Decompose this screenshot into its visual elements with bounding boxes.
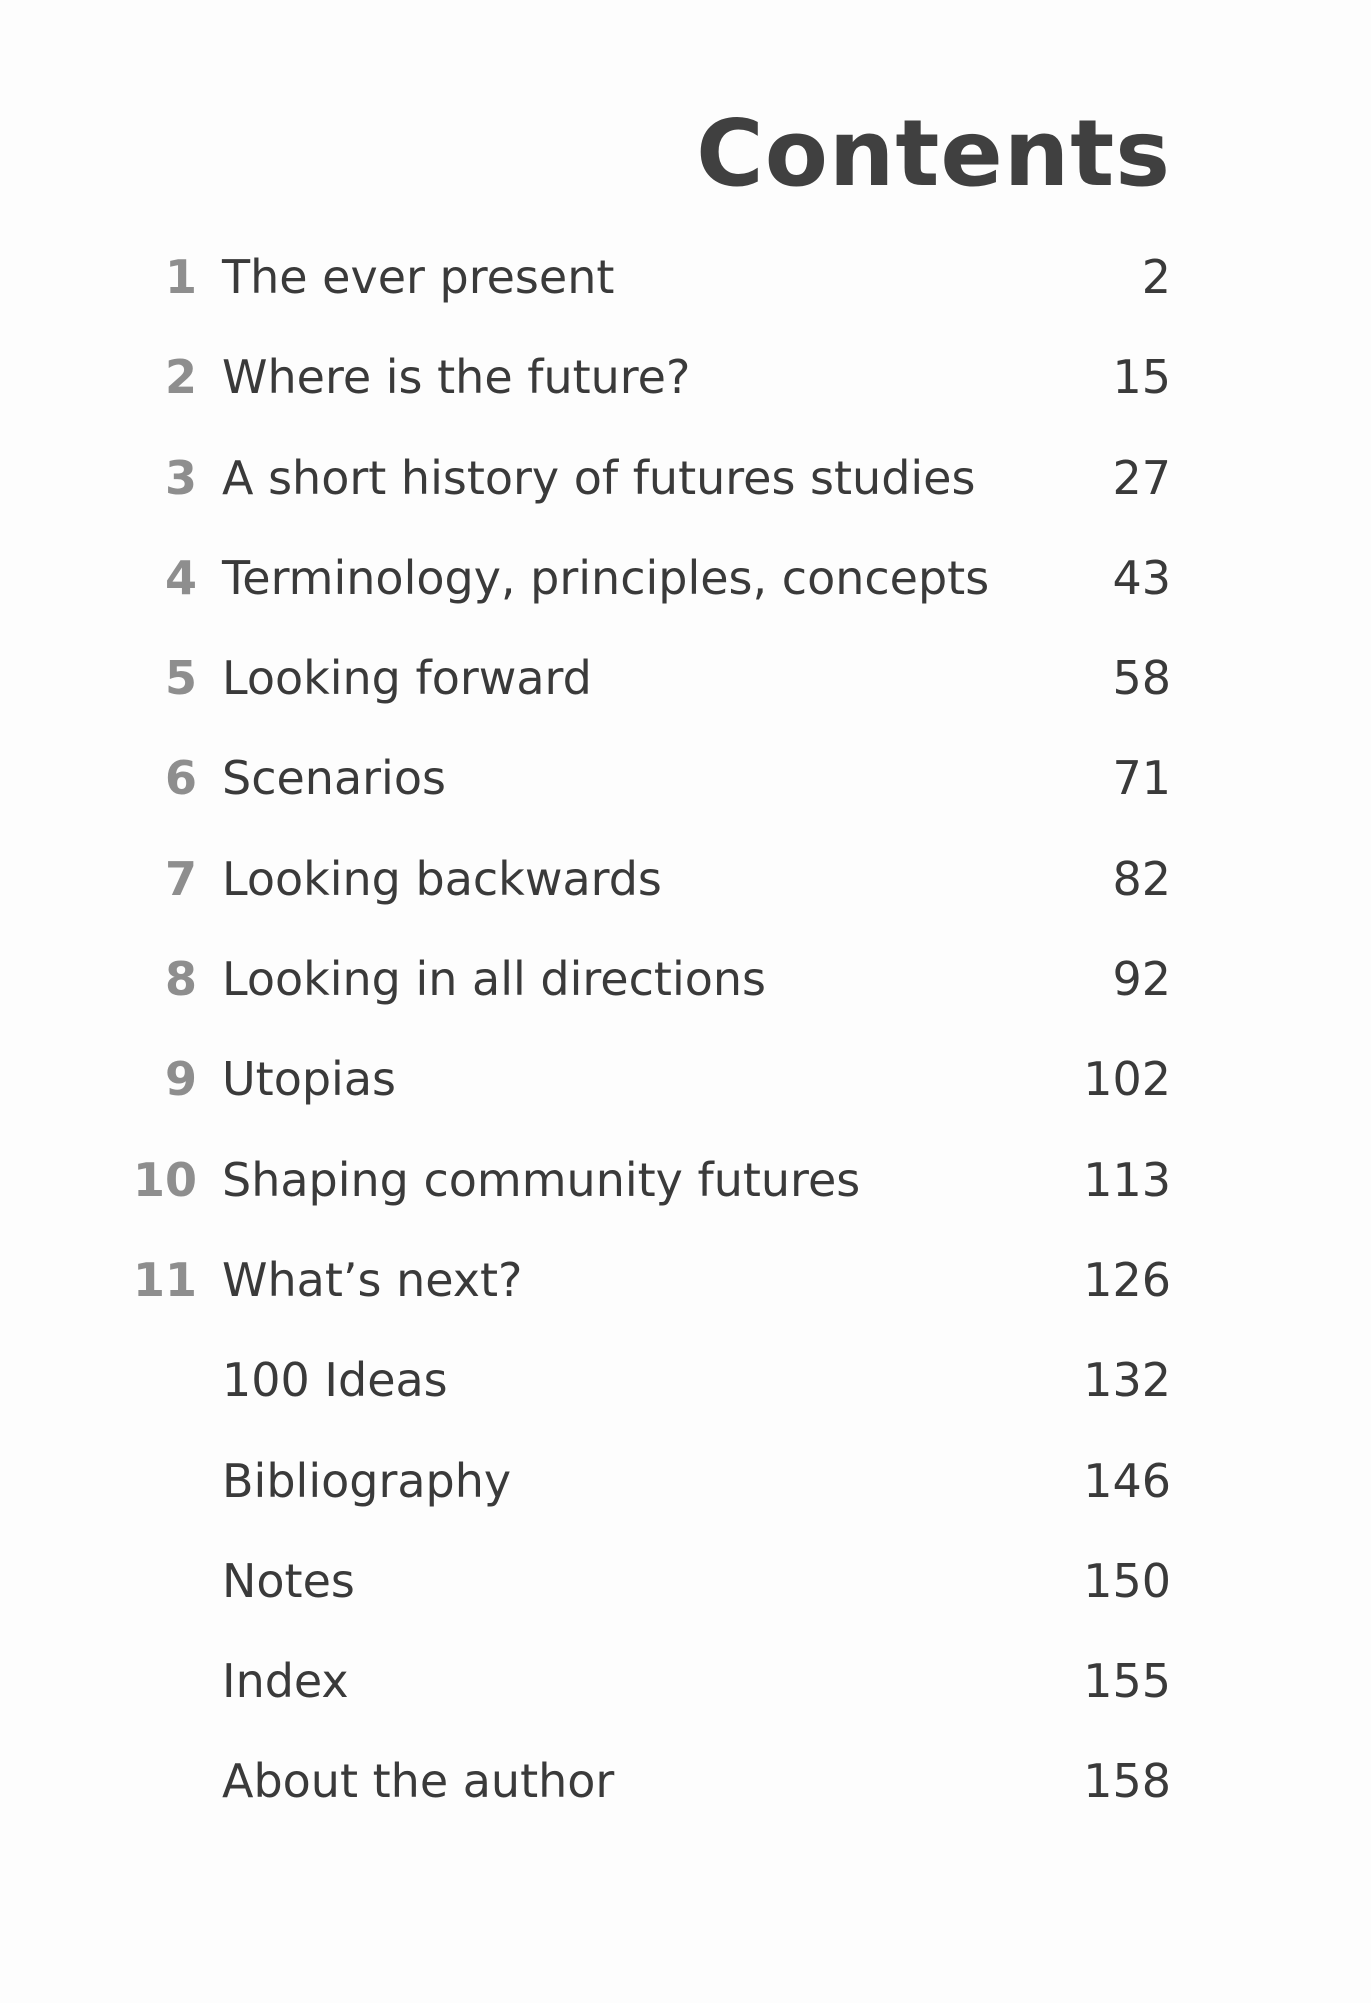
section-title: About the author <box>222 1754 615 1809</box>
chapter-number: 9 <box>164 1052 197 1107</box>
toc-entry-11[interactable] <box>0 1252 1371 1355</box>
chapter-title: The ever present <box>222 250 615 304</box>
page-number: 113 <box>1083 1152 1171 1207</box>
page-number: 2 <box>1141 250 1171 304</box>
chapter-title: Scenarios <box>222 751 446 806</box>
toc-entry-10[interactable] <box>0 1152 1371 1255</box>
toc-entry-7[interactable] <box>0 851 1371 954</box>
page-number: 158 <box>1083 1754 1171 1809</box>
toc-entry-8[interactable] <box>0 954 1371 1054</box>
page-number: 92 <box>1112 952 1171 1007</box>
chapter-number: 6 <box>164 751 197 806</box>
chapter-number: 2 <box>164 350 197 405</box>
chapter-title: Looking in all directions <box>222 952 766 1007</box>
page-number: 58 <box>1112 651 1171 706</box>
chapter-title: Terminology, principles, concepts <box>222 550 990 605</box>
toc-entry-2[interactable] <box>0 352 1371 452</box>
page-number: 27 <box>1112 450 1171 505</box>
table-of-contents <box>0 252 1371 1857</box>
chapter-title: Looking forward <box>222 651 592 706</box>
chapter-title: Utopias <box>222 1052 396 1107</box>
section-title: Notes <box>222 1553 355 1608</box>
toc-entry-4[interactable] <box>0 550 1371 653</box>
toc-entry-9[interactable] <box>0 1054 1371 1154</box>
toc-entry-1[interactable] <box>0 252 1371 352</box>
toc-entry-5[interactable] <box>0 653 1371 753</box>
chapter-number: 1 <box>164 250 197 304</box>
page-number: 71 <box>1112 751 1171 806</box>
toc-entry-index[interactable] <box>0 1656 1371 1756</box>
page-number: 146 <box>1083 1453 1171 1508</box>
page-number: 155 <box>1083 1654 1171 1709</box>
page-number: 15 <box>1112 350 1171 405</box>
chapter-title: Shaping community futures <box>222 1152 861 1207</box>
toc-entry-6[interactable] <box>0 753 1371 853</box>
chapter-number: 5 <box>164 651 197 706</box>
toc-entry-bibliography[interactable] <box>0 1453 1371 1556</box>
toc-entry-3[interactable] <box>0 450 1371 553</box>
toc-entry-about-the-author[interactable] <box>0 1756 1371 1856</box>
chapter-number: 7 <box>164 851 197 906</box>
page-number: 132 <box>1083 1353 1171 1408</box>
toc-entry-100-ideas[interactable] <box>0 1355 1371 1455</box>
page-number: 43 <box>1112 550 1171 605</box>
section-title: Index <box>222 1654 349 1709</box>
section-title: 100 Ideas <box>222 1353 448 1408</box>
chapter-title: Looking backwards <box>222 851 662 906</box>
chapter-number: 3 <box>164 450 197 505</box>
chapter-title: A short history of futures studies <box>222 450 976 505</box>
chapter-title: Where is the future? <box>222 350 691 405</box>
page-number: 150 <box>1083 1553 1171 1608</box>
chapter-number: 4 <box>164 550 197 605</box>
page-number: 102 <box>1083 1052 1171 1107</box>
page-title: Contents <box>696 100 1171 207</box>
chapter-number: 8 <box>164 952 197 1007</box>
chapter-title: What’s next? <box>222 1252 523 1307</box>
chapter-number: 11 <box>132 1252 197 1307</box>
page-number: 126 <box>1083 1252 1171 1307</box>
page-number: 82 <box>1112 851 1171 906</box>
section-title: Bibliography <box>222 1453 512 1508</box>
toc-entry-notes[interactable] <box>0 1553 1371 1656</box>
chapter-number: 10 <box>132 1152 197 1207</box>
